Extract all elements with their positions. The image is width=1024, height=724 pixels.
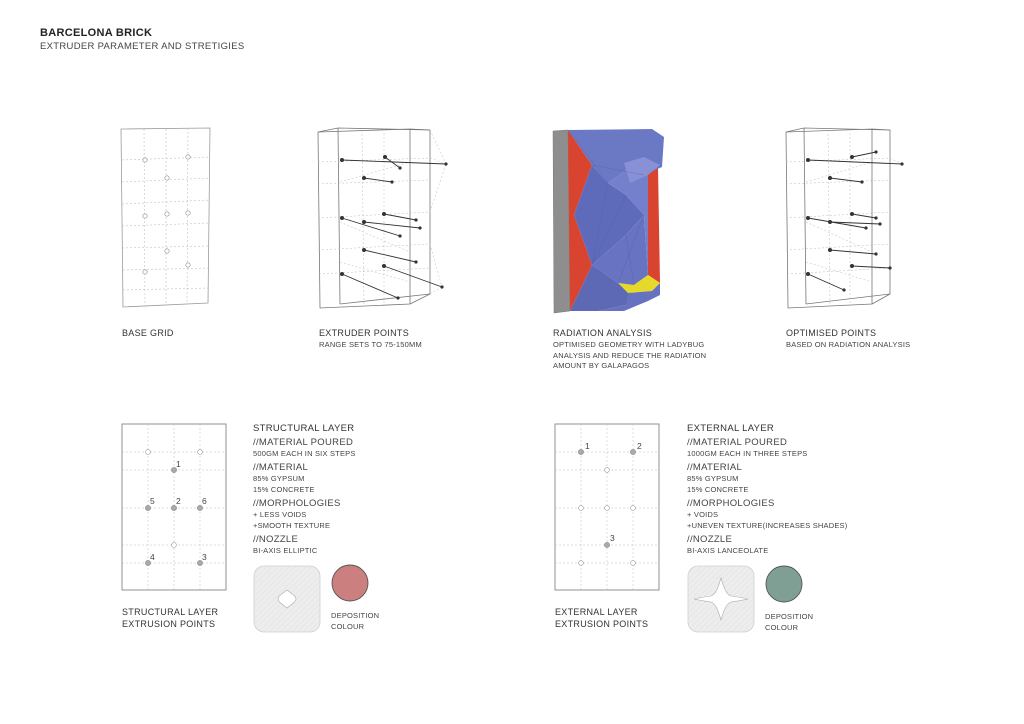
radiation-desc-line: OPTIMISED GEOMETRY WITH LADYBUG xyxy=(553,340,705,349)
radiation-desc-line: ANALYSIS AND REDUCE THE RADIATION xyxy=(553,350,707,360)
radiation-analysis-label: RADIATION ANALYSIS xyxy=(553,328,653,338)
external-grid-label xyxy=(555,606,648,630)
external-material-val: 85% GYPSUM xyxy=(687,474,739,483)
external-point-label: 2 xyxy=(637,441,642,451)
structural-grid-diagram xyxy=(118,420,228,595)
external-poured-val: 1000GM EACH IN THREE STEPS xyxy=(687,449,808,458)
structural-point-label: 6 xyxy=(202,496,207,506)
external-material-head: //MATERIAL xyxy=(687,462,743,473)
structural-nozzle-head: //NOZZLE xyxy=(253,534,299,545)
external-grid-label-line: EXTRUSION POINTS xyxy=(555,619,649,629)
base-grid-diagram xyxy=(110,120,220,315)
structural-morph-val: + LESS VOIDS xyxy=(253,510,307,519)
structural-grid-label-line: EXTRUSION POINTS xyxy=(122,619,216,629)
structural-deposition-swatch xyxy=(330,563,372,605)
external-deposition-swatch xyxy=(764,564,806,606)
external-title: EXTERNAL LAYER xyxy=(687,423,775,434)
external-grid-label-line: EXTERNAL LAYER xyxy=(555,607,638,617)
external-grid-diagram xyxy=(551,420,661,595)
external-morph-head: //MORPHOLOGIES xyxy=(687,498,775,509)
base-grid-label: BASE GRID xyxy=(122,328,174,338)
structural-poured-val: 500GM EACH IN SIX STEPS xyxy=(253,449,356,458)
structural-material-val: 85% GYPSUM xyxy=(253,474,305,483)
optimised-points-desc: BASED ON RADIATION ANALYSIS xyxy=(786,340,911,349)
external-nozzle-head: //NOZZLE xyxy=(687,534,733,545)
structural-point-label: 1 xyxy=(176,459,181,469)
external-point-label: 1 xyxy=(585,441,590,451)
radiation-desc-line: AMOUNT BY GALAPAGOS xyxy=(553,361,650,370)
external-deposition-label xyxy=(765,612,813,633)
extruder-points-diagram xyxy=(312,122,457,317)
structural-point-label: 2 xyxy=(176,496,181,506)
structural-grid-label-line: STRUCTURAL LAYER xyxy=(122,607,219,617)
structural-nozzle-val: BI-AXIS ELLIPTIC xyxy=(253,546,318,555)
structural-deposition-line: DEPOSITION xyxy=(331,611,380,620)
radiation-analysis-diagram xyxy=(548,125,673,320)
structural-deposition-label xyxy=(331,611,379,632)
optimised-points-diagram xyxy=(780,122,910,317)
external-material-val: 15% CONCRETE xyxy=(687,485,749,494)
structural-point-label: 3 xyxy=(202,552,207,562)
external-spec-block xyxy=(687,423,847,556)
external-morph-val: + VOIDS xyxy=(687,510,719,519)
page-title: BARCELONA BRICK xyxy=(40,27,153,39)
external-deposition-line: DEPOSITION xyxy=(765,612,814,621)
external-nozzle-val: BI-AXIS LANCEOLATE xyxy=(687,546,769,555)
structural-poured-head: //MATERIAL POURED xyxy=(253,437,354,448)
extruder-points-desc: RANGE SETS TO 75-150MM xyxy=(319,340,422,349)
structural-spec-block xyxy=(253,423,356,556)
lanceolate-nozzle-icon xyxy=(686,564,758,634)
structural-morph-head: //MORPHOLOGIES xyxy=(253,498,341,509)
external-poured-head: //MATERIAL POURED xyxy=(687,437,788,448)
structural-title: STRUCTURAL LAYER xyxy=(253,423,355,434)
page-subtitle: EXTRUDER PARAMETER AND STRETIGIES xyxy=(40,41,245,52)
external-deposition-line: COLOUR xyxy=(765,622,799,632)
optimised-points-label: OPTIMISED POINTS xyxy=(786,328,877,338)
extruder-points-label: EXTRUDER POINTS xyxy=(319,328,410,338)
structural-point-label: 4 xyxy=(150,552,155,562)
structural-material-val: 15% CONCRETE xyxy=(253,485,315,494)
elliptic-nozzle-icon xyxy=(252,564,324,634)
structural-grid-label xyxy=(122,606,218,630)
radiation-analysis-desc xyxy=(553,340,706,372)
external-point-label: 3 xyxy=(610,533,615,543)
structural-point-label: 5 xyxy=(150,496,155,506)
structural-material-head: //MATERIAL xyxy=(253,462,309,473)
external-morph-val: +UNEVEN TEXTURE(INCREASES SHADES) xyxy=(687,521,848,530)
structural-deposition-line: COLOUR xyxy=(331,621,365,631)
structural-morph-val: +SMOOTH TEXTURE xyxy=(253,521,331,530)
